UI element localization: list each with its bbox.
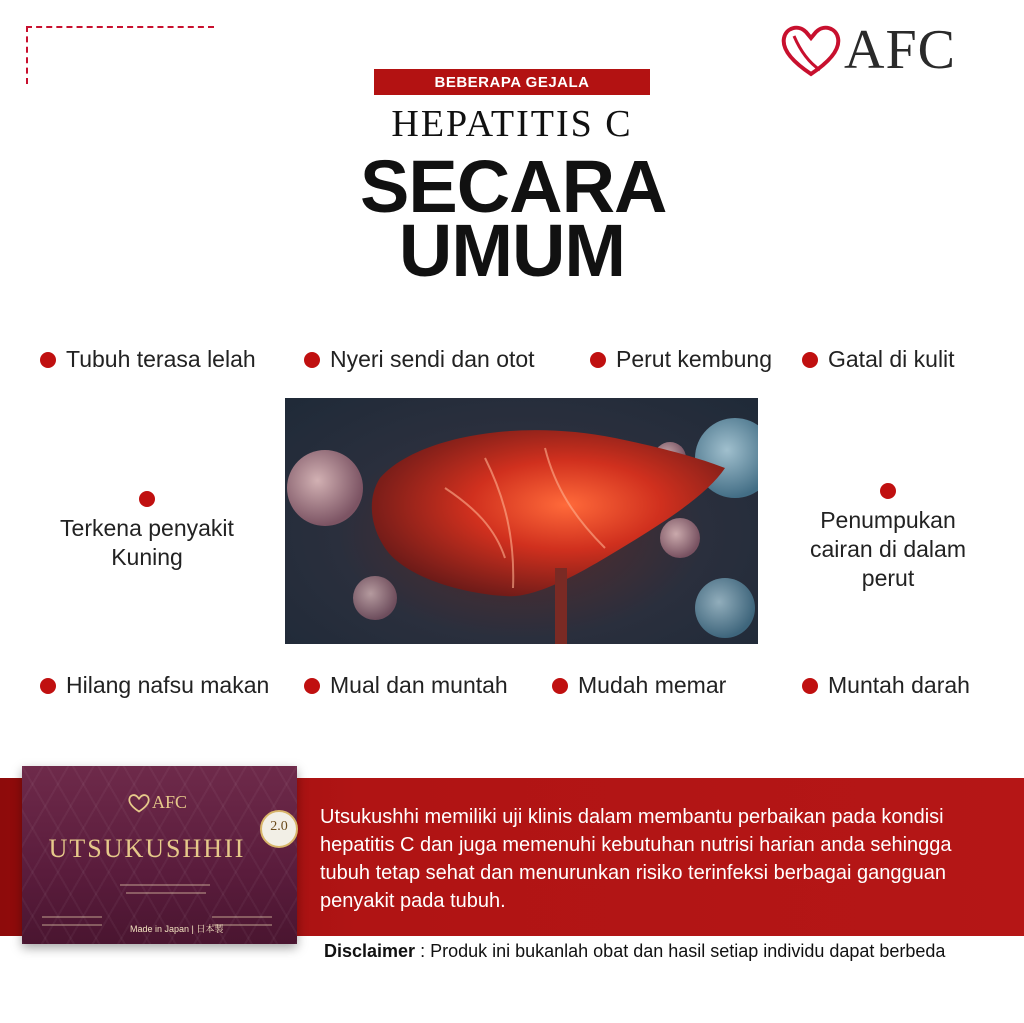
fine-print [120, 884, 210, 886]
symptom-item [802, 672, 970, 699]
symptom-item [552, 672, 726, 699]
fine-print [212, 916, 272, 918]
disclaimer-label: Disclaimer [324, 941, 416, 961]
bullet-icon [802, 678, 818, 694]
symptom-label-line: Kuning [111, 544, 183, 570]
symptom-item [40, 346, 256, 373]
fine-print [42, 924, 102, 926]
bullet-icon [40, 678, 56, 694]
band-line: hepatitis C dan juga memenuhi kebutuhan nutrisi harian anda sehingga [320, 834, 952, 856]
heart-logo-icon [128, 793, 150, 813]
symptom-label: Mual dan muntah [330, 672, 508, 698]
logo-text: AFC [844, 19, 956, 81]
title-line-1: HEPATITIS C [391, 103, 633, 145]
version-badge: 2.0 [260, 810, 298, 848]
product-logo [128, 792, 187, 813]
heart-logo-icon [780, 22, 842, 78]
header-tag: BEBERAPA GEJALA [374, 69, 650, 95]
symptom-item [40, 672, 269, 699]
title-line-2: SECARA [360, 145, 667, 228]
symptom-item-right [788, 506, 988, 593]
fine-print [42, 916, 102, 918]
band-line: penyakit pada tubuh. [320, 890, 506, 912]
bullet-icon [304, 352, 320, 368]
symptom-item [590, 346, 772, 373]
symptom-label: Mudah memar [578, 672, 727, 698]
disclaimer-text: : Produk ini bukanlah obat dan hasil setiap individu dapat berbeda [415, 941, 946, 961]
band-line: tubuh tetap sehat dan menurunkan risiko terinfeksi berbagai gangguan [320, 862, 946, 884]
symptom-label: Hilang nafsu makan [66, 672, 270, 698]
title-line-3: UMUM [398, 209, 626, 292]
made-in-label: Made in Japan | 日本製 [130, 924, 224, 934]
corner-dashed-frame [26, 26, 214, 84]
bullet-icon [40, 352, 56, 368]
bullet-icon [880, 483, 896, 499]
symptom-item-left [40, 514, 254, 572]
symptom-label: Gatal di kulit [828, 346, 955, 372]
afc-logo [780, 19, 956, 81]
bullet-icon [304, 678, 320, 694]
symptom-label-line: perut [861, 565, 915, 591]
fine-print [126, 892, 206, 894]
band-description [320, 803, 1010, 915]
symptom-label-line: Terkena penyakit [60, 515, 234, 541]
liver-illustration-icon [285, 398, 758, 644]
symptom-label: Muntah darah [828, 672, 970, 698]
symptom-label-line: Penumpukan [820, 507, 956, 533]
symptom-item [304, 346, 535, 373]
symptom-label: Nyeri sendi dan otot [330, 346, 535, 372]
product-logo-text: AFC [152, 792, 188, 812]
symptom-label: Tubuh terasa lelah [66, 346, 256, 372]
product-name: UTSUKUSHHII [48, 834, 246, 863]
band-line: Utsukushhi memiliki uji klinis dalam membantu perbaikan pada kondisi [320, 806, 944, 828]
symptom-item [304, 672, 508, 699]
liver-illustration [285, 398, 758, 644]
bullet-icon [139, 491, 155, 507]
disclaimer [324, 941, 945, 962]
bullet-icon [802, 352, 818, 368]
bullet-icon [552, 678, 568, 694]
product-box [22, 766, 297, 944]
symptom-item [802, 346, 955, 373]
symptom-label: Perut kembung [616, 346, 772, 372]
symptom-label-line: cairan di dalam [810, 536, 966, 562]
bullet-icon [590, 352, 606, 368]
